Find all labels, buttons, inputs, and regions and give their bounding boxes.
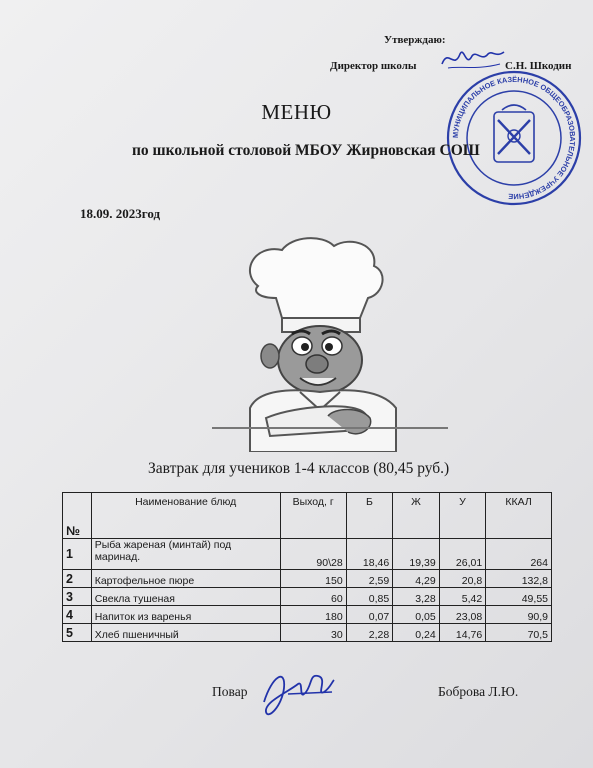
- table-row: [63, 539, 552, 570]
- dish-kcal: 264: [486, 539, 552, 570]
- dish-carbs: 20,8: [439, 570, 486, 588]
- dish-name: Картофельное пюре: [91, 570, 280, 588]
- cook-label: Повар: [212, 684, 248, 699]
- dish-output: 150: [280, 570, 346, 588]
- page-title: МЕНЮ: [261, 100, 332, 124]
- dish-name: Рыба жареная (минтай) под маринад.: [91, 539, 280, 570]
- dish-carbs: 14,76: [439, 624, 486, 642]
- row-num: 2: [63, 570, 92, 588]
- dish-output: 30: [280, 624, 346, 642]
- menu-table: [62, 492, 552, 642]
- dish-fat: 0,05: [393, 606, 440, 624]
- row-num: 4: [63, 606, 92, 624]
- header-protein: Б: [346, 493, 393, 539]
- director-name: С.Н. Шкодин: [505, 60, 572, 72]
- dish-output: 180: [280, 606, 346, 624]
- row-num: 5: [63, 624, 92, 642]
- dish-fat: 0,24: [393, 624, 440, 642]
- meal-title: Завтрак для учеников 1-4 классов (80,45 руб.): [148, 460, 450, 477]
- cook-name: Боброва Л.Ю.: [438, 684, 519, 699]
- dish-name: Хлеб пшеничный: [91, 624, 280, 642]
- row-num: 1: [63, 539, 92, 570]
- dish-name: Свекла тушеная: [91, 588, 280, 606]
- dish-fat: 4,29: [393, 570, 440, 588]
- table-row: [63, 624, 552, 642]
- dish-output: 60: [280, 588, 346, 606]
- dish-kcal: 49,55: [486, 588, 552, 606]
- cook-signature: [258, 662, 336, 724]
- header-fat: Ж: [393, 493, 440, 539]
- header-kcal: ККАЛ: [486, 493, 552, 539]
- table-header-row: [63, 493, 552, 539]
- dish-carbs: 5,42: [439, 588, 486, 606]
- dish-output: 90\28: [280, 539, 346, 570]
- school-stamp: [446, 70, 582, 206]
- row-num: 3: [63, 588, 92, 606]
- dish-carbs: 26,01: [439, 539, 486, 570]
- dish-protein: 18,46: [346, 539, 393, 570]
- chef-illustration: [210, 232, 450, 452]
- table-row: [63, 570, 552, 588]
- header-name: Наименование блюд: [91, 493, 280, 539]
- header-num: №: [63, 493, 92, 539]
- dish-protein: 0,07: [346, 606, 393, 624]
- table-row: [63, 588, 552, 606]
- svg-text:МУНИЦИПАЛЬНОЕ КАЗЁННОЕ ОБЩЕОБР: МУНИЦИПАЛЬНОЕ КАЗЁННОЕ ОБЩЕОБРАЗОВАТЕЛЬНОЕ УЧРЕЖДЕНИЕ: [450, 74, 578, 202]
- dish-carbs: 23,08: [439, 606, 486, 624]
- table-row: [63, 606, 552, 624]
- page-subtitle: по школьной столовой МБОУ Жирновская СОШ: [132, 142, 480, 159]
- approval-label: Утверждаю:: [384, 34, 446, 46]
- director-title: Директор школы: [330, 60, 417, 72]
- dish-kcal: 70,5: [486, 624, 552, 642]
- header-output: Выход, г: [280, 493, 346, 539]
- menu-date: 18.09. 2023год: [80, 206, 161, 221]
- dish-kcal: 90,9: [486, 606, 552, 624]
- dish-protein: 2,28: [346, 624, 393, 642]
- dish-protein: 0,85: [346, 588, 393, 606]
- dish-kcal: 132,8: [486, 570, 552, 588]
- dish-protein: 2,59: [346, 570, 393, 588]
- dish-fat: 19,39: [393, 539, 440, 570]
- header-carbs: У: [439, 493, 486, 539]
- dish-fat: 3,28: [393, 588, 440, 606]
- dish-name: Напиток из варенья: [91, 606, 280, 624]
